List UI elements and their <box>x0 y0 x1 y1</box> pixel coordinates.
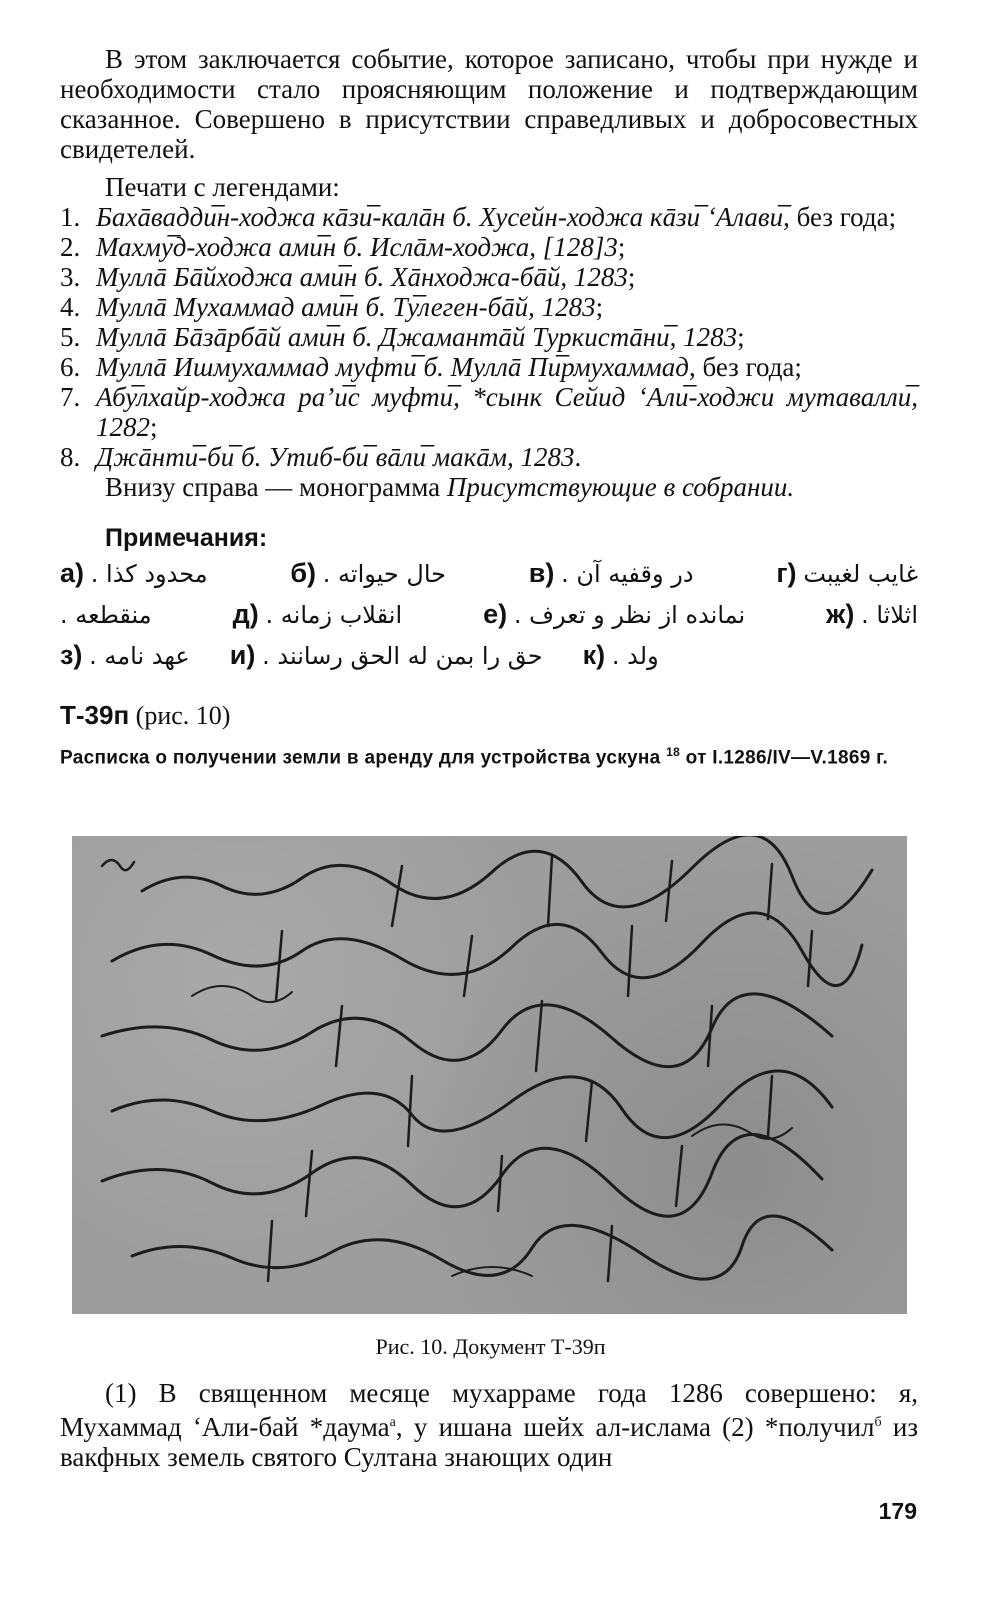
figure-caption: Рис. 10. Документ Т-39п <box>375 1334 606 1359</box>
seal-number: 8. <box>60 442 81 472</box>
seal-number: 1. <box>60 202 81 232</box>
note-text: حال حیواته . <box>322 560 446 588</box>
note-text: عهد نامه . <box>89 642 190 670</box>
note-text: نمانده از نظر و تعرف . <box>513 601 746 629</box>
note-label: в) <box>528 558 555 588</box>
note-label: к) <box>582 640 606 670</box>
note-label: б) <box>290 558 317 588</box>
seal-date: ; <box>737 322 745 352</box>
seal-item <box>60 352 918 382</box>
footnote-mark: а <box>389 1415 396 1430</box>
seal-date: , без года; <box>688 352 802 382</box>
note-text: غایب لغیبت <box>803 560 918 588</box>
page-content <box>60 44 918 769</box>
note-item <box>483 594 745 635</box>
seal-date: , без года; <box>783 202 897 232</box>
manuscript-photo <box>72 836 907 1314</box>
seal-item <box>60 382 918 442</box>
note-label: д) <box>232 599 259 629</box>
seal-legend: Муллā Бāйходжа ами̅н б. Хāнходжа-бāй, 1283 <box>96 262 628 292</box>
notes-line <box>60 594 918 635</box>
seals-list <box>60 202 918 472</box>
note-label: и) <box>229 640 256 670</box>
footnote-mark: 18 <box>666 745 681 759</box>
document-title-text: Расписка о получении земли в аренду для устройства ускуна <box>60 747 661 769</box>
notes-heading: Примечания: <box>105 524 268 552</box>
note-text: در وقفیه آن . <box>561 560 694 588</box>
seal-legend: Абу̅лхайр-ходжа ра’и̅с муфти̅, *сынк Сейид ‘Али̅-ходжи мутавалли̅, 1282 <box>96 382 918 442</box>
monogram-text: Присутствующие в собрании. <box>446 472 795 502</box>
translation-text-2: , у ишана шейх ал-ислама (2) *получил <box>395 1412 875 1442</box>
page-number: 179 <box>878 1498 917 1524</box>
seal-date: ; <box>595 292 604 322</box>
note-label: а) <box>60 558 85 588</box>
document-title <box>60 741 918 769</box>
seal-item <box>60 202 918 232</box>
note-label: ж) <box>826 599 855 629</box>
footnote-mark: б <box>874 1415 882 1430</box>
note-item <box>529 553 694 594</box>
translation-block <box>60 1378 918 1472</box>
seal-legend: Джāнти̅-би̅ б. Утиб-би̅ вāли̅ макāм, 1283 <box>96 442 575 472</box>
notes-line <box>60 635 918 676</box>
translation-paragraph <box>60 1378 918 1472</box>
notes-line <box>60 553 918 594</box>
seal-legend: Бахāвадди̅н-ходжа кāзи̅-калāн б. Хусейн-ходжа кāзи̅ ‘Алави̅ <box>96 202 784 232</box>
seal-item <box>60 292 918 322</box>
seal-number: 2. <box>60 232 81 262</box>
seal-item <box>60 322 918 352</box>
note-item <box>776 553 918 594</box>
translation-text-1: (1) В священном месяце мухарраме года 1286 совершено: я, Мухаммад ‘Али-бай *даума <box>60 1378 918 1442</box>
monogram-line <box>105 472 918 502</box>
figure-reference: (рис. 10) <box>129 701 231 730</box>
note-item <box>60 553 208 594</box>
note-text: محدود کذا . <box>90 560 208 588</box>
seals-heading: Печати с легендами: <box>105 172 340 202</box>
seal-number: 7. <box>60 382 81 412</box>
seal-number: 5. <box>60 322 81 352</box>
note-text: انقلاب زمانه . <box>265 601 403 629</box>
seal-date: . <box>574 442 582 472</box>
manuscript-handwriting <box>72 836 907 1314</box>
note-text: منقطعه . <box>60 601 152 629</box>
seal-date: ; <box>150 412 158 442</box>
seal-legend: Муллā Мухаммад ами̅н б. Ту̅леген-бāй, 1283 <box>96 292 596 322</box>
note-item <box>230 635 543 676</box>
seal-legend: Махму̅д-ходжа ами̅н б. Ислāм-ходжа, [128]3 <box>96 232 618 262</box>
note-text: ولد . <box>611 642 659 670</box>
note-item <box>60 594 152 635</box>
seal-item <box>60 262 918 292</box>
note-text: حق را بمن له الحق رسانند . <box>262 642 543 670</box>
note-text: اثلاثا . <box>861 601 918 629</box>
seal-date: ; <box>627 262 636 292</box>
seal-legend: Муллā Бāзāрбāй ами̅н б. Джамантāй Туркистāни̅, 1283 <box>96 322 738 352</box>
note-item <box>233 594 402 635</box>
note-label: е) <box>483 599 508 629</box>
note-item <box>60 635 190 676</box>
seal-number: 6. <box>60 352 81 382</box>
document-date: от I.1286/IV—V.1869 г. <box>680 747 889 769</box>
document-id: Т-39п <box>60 700 130 730</box>
seal-number: 4. <box>60 292 81 322</box>
seal-item <box>60 442 918 472</box>
note-label: г) <box>776 558 797 588</box>
intro-paragraph: В этом заключается событие, которое записано, чтобы при нужде и необходимости стало проясняющим положение и подтверждающим сказанное. Совершено в присутствии справедливых и добросовестных свидетелей. <box>60 44 918 164</box>
seal-legend: Муллā Ишмухаммад муфти̅ б. Муллā Пи̅рмухаммад <box>96 352 689 382</box>
seal-number: 3. <box>60 262 81 292</box>
document-id-line <box>60 700 918 731</box>
seal-date: ; <box>617 232 626 262</box>
note-item <box>583 635 659 676</box>
translation-text-3: из вакфных земель святого Султана знающих один <box>60 1412 918 1472</box>
seal-item <box>60 232 918 262</box>
note-label: з) <box>60 640 83 670</box>
note-item <box>290 553 446 594</box>
monogram-prefix: Внизу справа — монограмма <box>105 472 447 502</box>
note-item <box>826 594 918 635</box>
